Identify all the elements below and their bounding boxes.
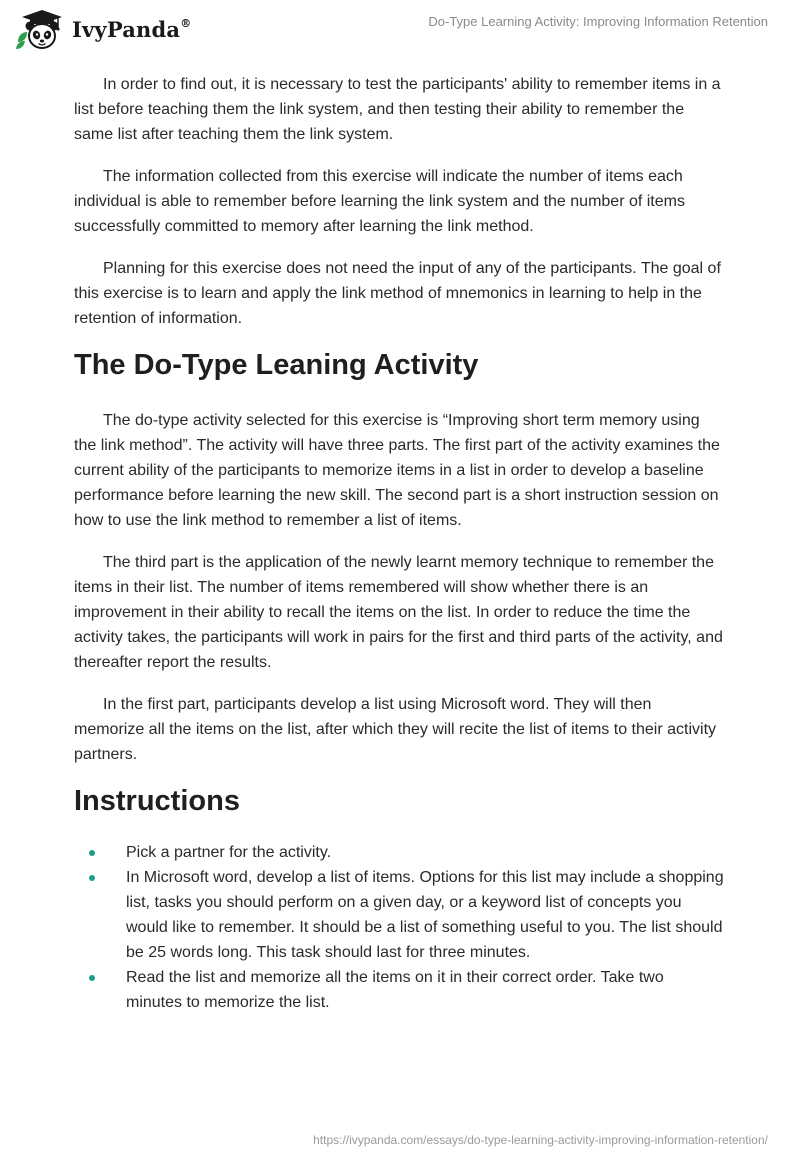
intro-paragraph-3: Planning for this exercise does not need the input of any of the participants. The goal of this exercise is to learn and apply the link method of mnemonics in learning to help in the retention of information. <box>74 260 721 327</box>
activity-paragraph-3: In the first part, participants develop a list using Microsoft word. They will then memorize all the items on the list, after which they will recite the list of items to their activity partners. <box>74 696 717 763</box>
list-item <box>74 840 724 865</box>
section-heading-instructions: Instructions <box>74 785 240 817</box>
list-item <box>74 965 724 1015</box>
instructions-list <box>74 840 724 1015</box>
article-content <box>74 72 724 1015</box>
intro-paragraph-2: The information collected from this exercise will indicate the number of items each individual is able to remember before learning the link system and the number of items successfully committed to memory after learning the link method. <box>74 168 685 235</box>
activity-paragraph-2: The third part is the application of the newly learnt memory technique to remember the items in their list. The number of items remembered will show whether there is an improvement in their ability to recall the items on the list. In order to reduce the time the activity takes, the participants will work in pairs for the first and third parts of the activity, and thereafter report the results. <box>74 554 723 671</box>
bullet-icon <box>89 850 95 856</box>
bullet-icon <box>89 975 95 981</box>
page-header <box>0 0 800 60</box>
source-url-link[interactable]: https://ivypanda.com/essays/do-type-learning-activity-improving-information-retention/ <box>313 1133 768 1147</box>
logo-wordmark: IvyPanda® <box>72 16 192 42</box>
list-item-text: Read the list and memorize all the items on it in their correct order. Take two minutes to memorize the list. <box>126 969 664 1011</box>
intro-paragraph-1: In order to find out, it is necessary to test the participants' ability to remember items in a list before teaching them the link system, and then testing their ability to remember the same list after teaching them the link system. <box>74 76 721 143</box>
document-title: Do-Type Learning Activity: Improving Information Retention <box>428 14 768 29</box>
list-item-text: In Microsoft word, develop a list of items. Options for this list may include a shopping list, tasks you should perform on a given day, or a keyword list of concepts you would like to remember. It should be a list of something useful to you. The list should be 25 words long. This task should last for three minutes. <box>126 869 724 961</box>
list-item-text: Pick a partner for the activity. <box>126 844 332 861</box>
activity-paragraph-1: The do-type activity selected for this exercise is “Improving short term memory using the link method”. The activity will have three parts. The first part of the activity examines the current ability of the participants to memorize items in a list in order to develop a baseline performance before learning the new skill. The second part is a short instruction session on how to use the link method to remember a list of items. <box>74 412 720 529</box>
panda-logo-icon <box>14 8 66 50</box>
bullet-icon <box>89 875 95 881</box>
ivypanda-logo[interactable] <box>14 8 191 50</box>
section-heading-activity: The Do-Type Leaning Activity <box>74 349 479 381</box>
list-item <box>74 865 724 965</box>
